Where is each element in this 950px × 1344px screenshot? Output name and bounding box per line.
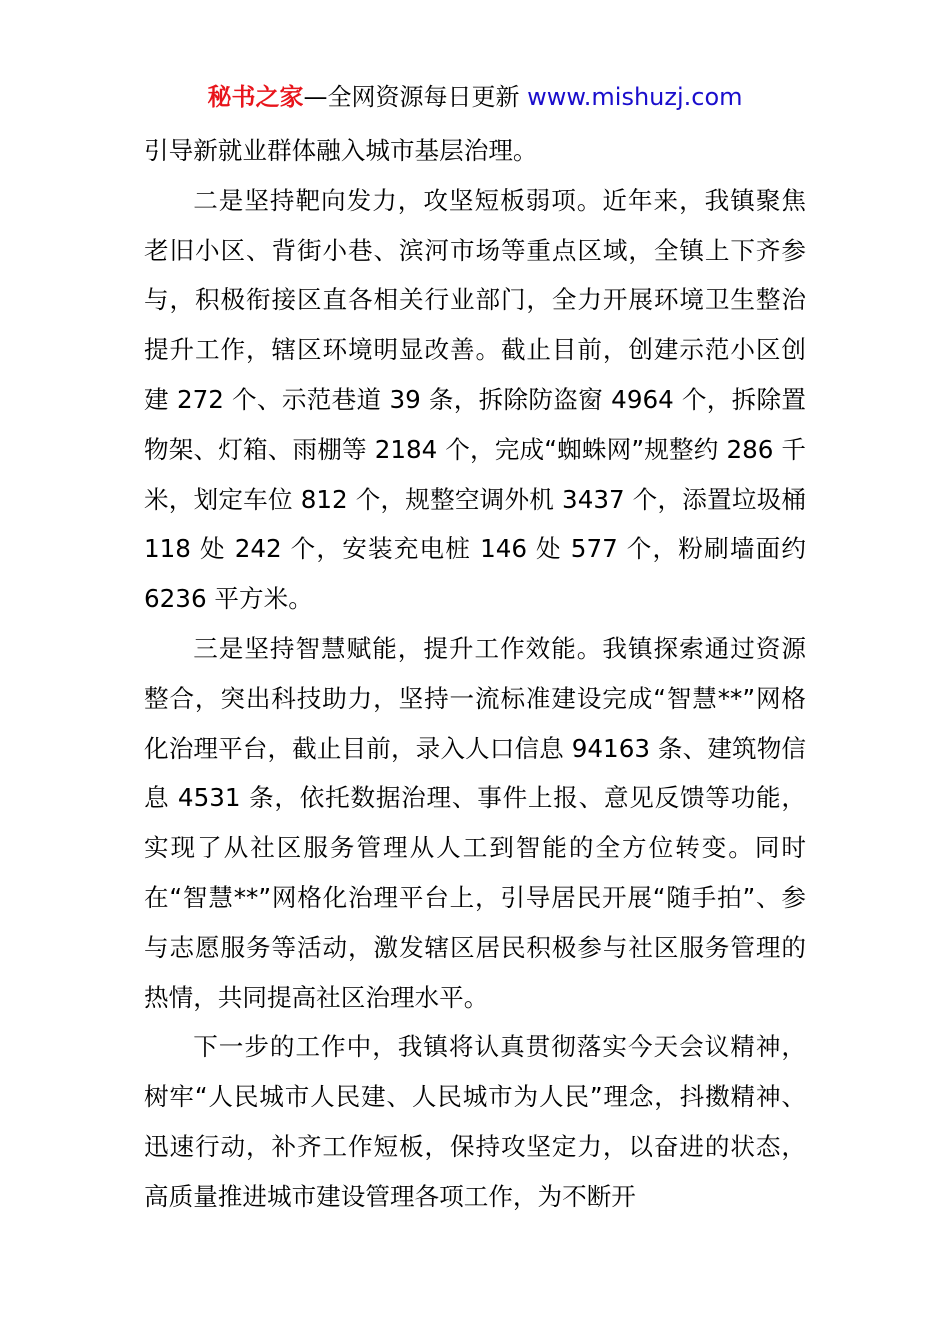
paragraph-next-steps: 下一步的工作中，我镇将认真贯彻落实今天会议精神，树牢“人民城市人民建、人民城市为人民”理念，抖擞精神、迅速行动，补齐工作短板，保持攻坚定力，以奋进的状态，高质量推进城市建设管理各项工作，为不断开 (144, 1032, 806, 1211)
paragraph-continuation: 引导新就业群体融入城市基层治理。 (144, 136, 538, 165)
page-header (0, 80, 950, 114)
paragraph-targeted-efforts: 二是坚持靶向发力，攻坚短板弱项。近年来，我镇聚焦老旧小区、背街小巷、滨河市场等重点区域，全镇上下齐参与，积极衔接区直各相关行业部门，全力开展环境卫生整治提升工作，辖区环境明显改善。截止目前，创建示范小区创建 272 个、示范巷道 39 条，拆除防盗窗 4964 个，拆除置物架、灯箱、雨棚等 2184 个，完成“蜘蛛网”规整约 286 千米，划定车位 812 个，规整空调外机 3437 个，添置垃圾桶 118 处 242 个，安装充电桩 146 处 577 个，粉刷墙面约 6236 平方米。 (144, 185, 806, 614)
header-brand: 秘书之家 (207, 83, 304, 111)
paragraph-smart-empowerment: 三是坚持智慧赋能，提升工作效能。我镇探索通过资源整合，突出科技助力，坚持一流标准建设完成“智慧**”网格化治理平台，截止目前，录入人口信息 94163 条、建筑物信息 4531 条，依托数据治理、事件上报、意见反馈等功能，实现了从社区服务管理从人工到智能的全方位转变。同时在“智慧**”网格化治理平台上，引导居民开展“随手拍”、参与志愿服务等活动，激发辖区居民积极参与社区服务管理的热情，共同提高社区治理水平。 (144, 633, 806, 1012)
document-body (144, 126, 806, 1222)
header-url-link[interactable]: www.mishuzj.com (527, 83, 743, 111)
header-tagline: —全网资源每日更新 (303, 83, 520, 111)
